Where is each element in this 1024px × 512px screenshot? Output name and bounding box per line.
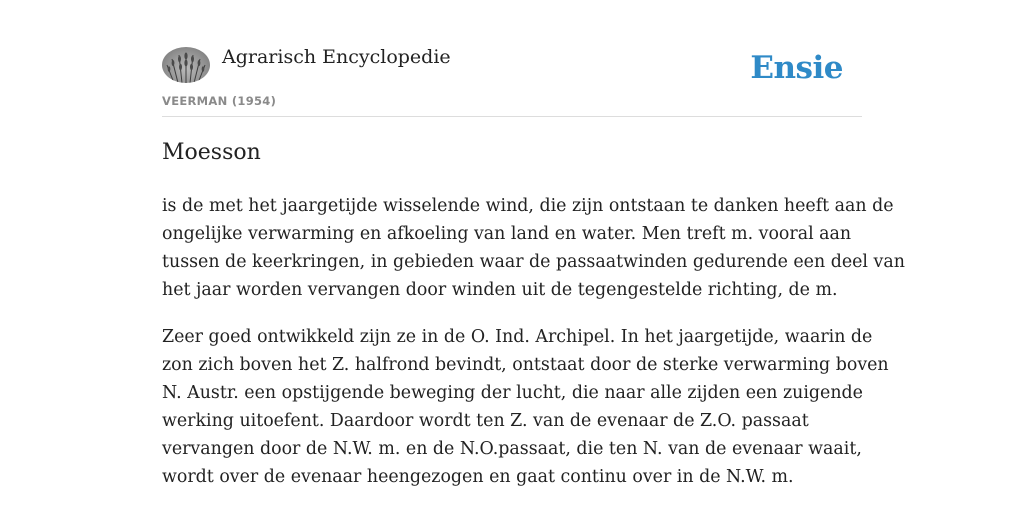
entry-paragraph — [162, 323, 889, 491]
paragraph-line: Zeer goed ontwikkeld zijn ze in de O. Ind. Archipel. In het jaargetijde, waarin de — [162, 327, 873, 347]
paragraph-line: tussen de keerkringen, in gebieden waar de passaatwinden gedurende een deel van — [162, 252, 905, 272]
paragraph-line: wordt over de evenaar heengezogen en gaat continu over in de N.W. m. — [162, 467, 794, 487]
wheat-logo-icon[interactable] — [162, 47, 210, 83]
source-label: VEERMAN (1954) — [162, 94, 277, 108]
paragraph-line: werking uitoefent. Daardoor wordt ten Z. van de evenaar de Z.O. passaat — [162, 411, 809, 431]
paragraph-line: is de met het jaargetijde wisselende wind, die zijn ontstaan te danken heeft aan de — [162, 196, 894, 216]
entry-paragraph — [162, 192, 905, 304]
paragraph-line: N. Austr. een opstijgende beweging der lucht, die naar alle zijden een zuigende — [162, 383, 863, 403]
paragraph-line: zon zich boven het Z. halfrond bevindt, ontstaat door de sterke verwarming boven — [162, 355, 889, 375]
encyclopedia-title[interactable]: Agrarisch Encyclopedie — [222, 46, 451, 68]
paragraph-line: ongelijke verwarming en afkoeling van land en water. Men treft m. vooral aan — [162, 224, 852, 244]
paragraph-line: vervangen door de N.W. m. en de N.O.passaat, die ten N. van de evenaar waait, — [162, 439, 862, 459]
entry-body — [162, 192, 905, 510]
ensie-brand-link[interactable]: Ensie — [750, 50, 843, 86]
encyclopedia-header — [162, 45, 862, 117]
paragraph-line: het jaar worden vervangen door winden uit de tegengestelde richting, de m. — [162, 280, 838, 300]
entry-title: Moesson — [162, 140, 261, 165]
